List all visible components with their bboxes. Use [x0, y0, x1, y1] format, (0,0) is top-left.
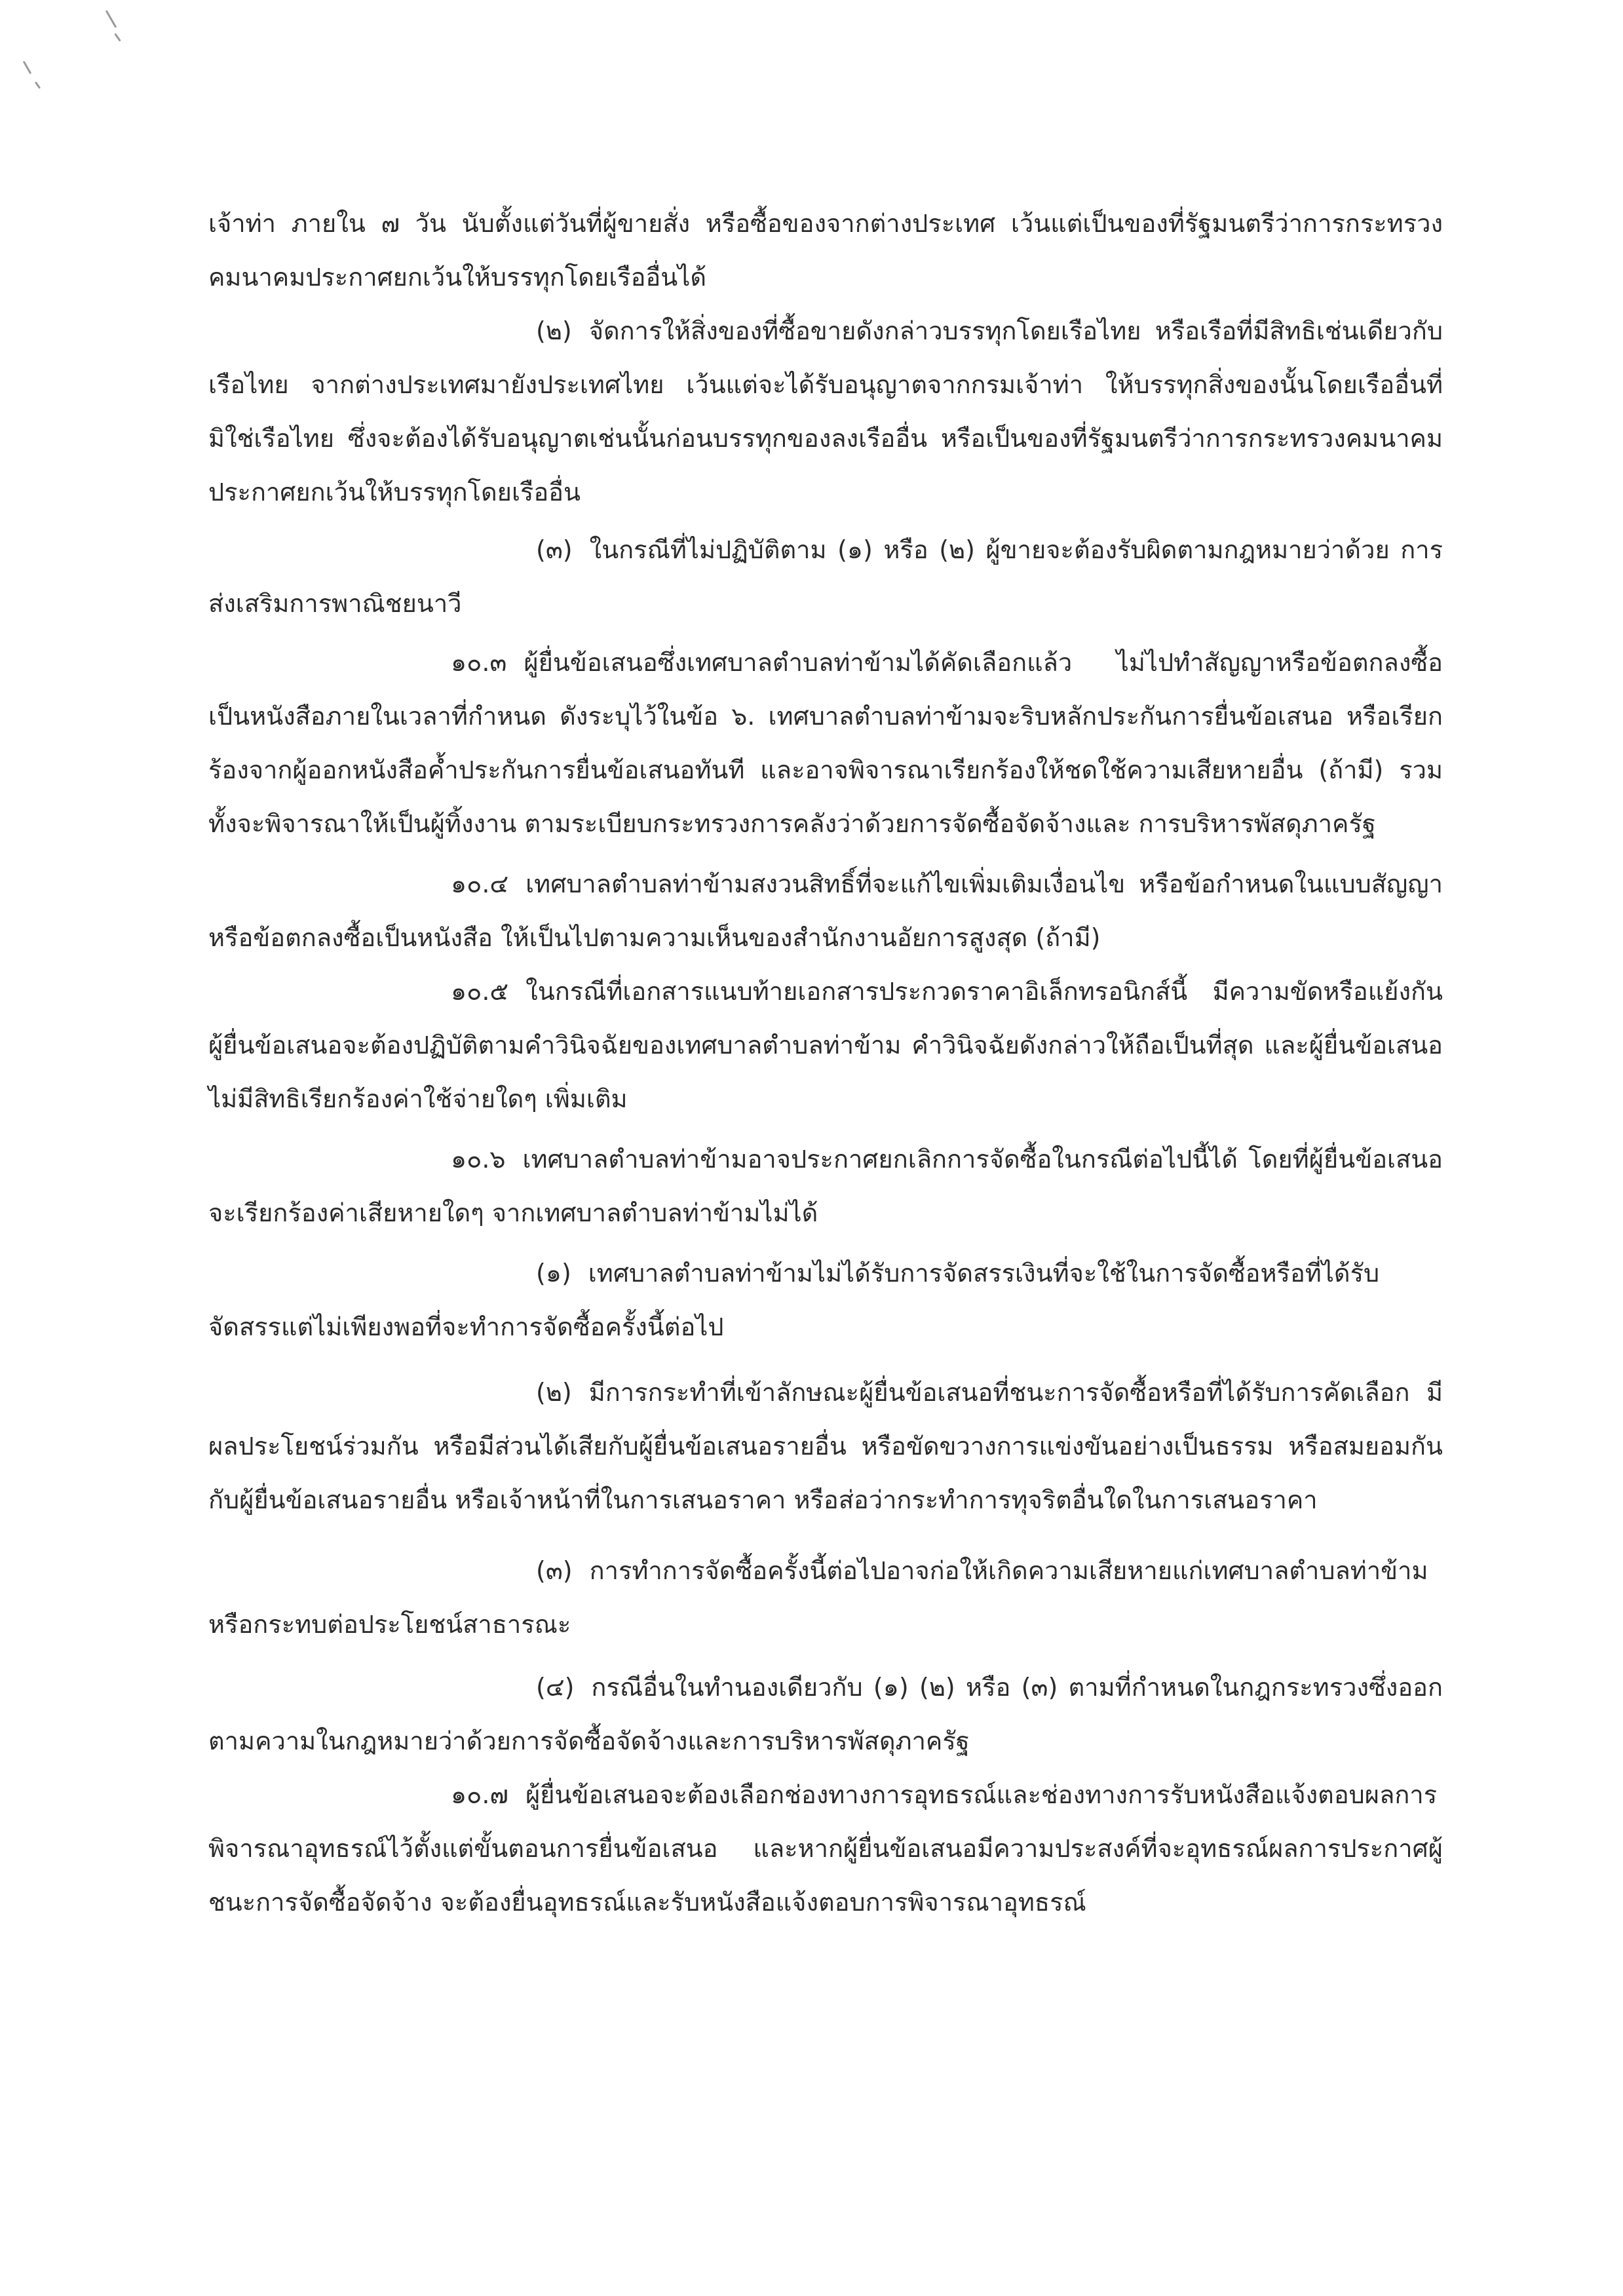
paragraph-text: จัดการให้สิ่งของที่ซื้อขายดังกล่าวบรรทุกโดยเรือไทย หรือเรือที่มีสิทธิเช่นเดียวกับเรือไทย จากต่างประเทศมายังประเทศไทย เว้นแต่จะได้รับอนุญาตจากกรมเจ้าท่า ให้บรรทุกสิ่งของนั้นโดยเรืออื่นที่มิใช่เรือไทย ซึ่งจะต้องได้รับอนุญาตเช่นนั้นก่อนบรรทุกของลงเรืออื่น หรือเป็นของที่รัฐมนตรีว่าการกระทรวงคมนาคมประกาศยกเว้นให้บรรทุกโดยเรืออื่น: [208, 316, 1443, 507]
paragraph-p11: [208, 1768, 1443, 1929]
paragraph-p8: [208, 1366, 1443, 1527]
scan-artifact: [35, 81, 41, 89]
paragraph-p4: [208, 857, 1443, 965]
paragraph-text: เทศบาลตำบลท่าข้ามไม่ได้รับการจัดสรรเงินที่จะใช้ในการจัดซื้อหรือที่ได้รับจัดสรรแต่ไม่เพียงพอที่จะทำการจัดซื้อครั้งนี้ต่อไป: [208, 1259, 1380, 1341]
paragraph-number: ๑๐.๕: [451, 977, 509, 1006]
paragraph-text: ผู้ยื่นข้อเสนอซึ่งเทศบาลตำบลท่าข้ามได้คัดเลือกแล้ว ไม่ไปทำสัญญาหรือข้อตกลงซื้อ เป็นหนังสือภายในเวลาที่กำหนด ดังระบุไว้ในข้อ ๖. เทศบาลตำบลท่าข้ามจะริบหลักประกันการยื่นข้อเสนอ หรือเรียกร้องจากผู้ออกหนังสือค้ำประกันการยื่นข้อเสนอทันที และอาจพิจารณาเรียกร้องให้ชดใช้ความเสียหายอื่น (ถ้ามี) รวมทั้งจะพิจารณาให้เป็นผู้ทิ้งงาน ตามระเบียบกระทรวงการคลังว่าด้วยการจัดซื้อจัดจ้างและ การบริหารพัสดุภาครัฐ: [208, 648, 1443, 838]
paragraph-p2: [208, 523, 1443, 630]
paragraph-p0: [208, 197, 1443, 304]
paragraph-number: (๓): [536, 535, 573, 564]
paragraph-text: ผู้ยื่นข้อเสนอจะต้องเลือกช่องทางการอุทธรณ์และช่องทางการรับหนังสือแจ้งตอบผลการพิจารณาอุทธรณ์ไว้ตั้งแต่ขั้นตอนการยื่นข้อเสนอ และหากผู้ยื่นข้อเสนอมีความประสงค์ที่จะอุทธรณ์ผลการประกาศผู้ชนะการจัดซื้อจัดจ้าง จะต้องยื่นอุทธรณ์และรับหนังสือแจ้งตอบการพิจารณาอุทธรณ์: [208, 1780, 1443, 1917]
paragraph-number: ๑๐.๗: [451, 1780, 508, 1809]
paragraph-number: ๑๐.๖: [451, 1145, 506, 1174]
paragraph-text: การทำการจัดซื้อครั้งนี้ต่อไปอาจก่อให้เกิดความเสียหายแก่เทศบาลตำบลท่าข้าม หรือกระทบต่อประโยชน์สาธารณะ: [208, 1556, 1428, 1639]
scan-artifact: [23, 61, 32, 75]
paragraph-number: (๒): [536, 316, 572, 345]
scan-artifact: [114, 33, 121, 41]
paragraph-number: (๓): [536, 1556, 573, 1585]
paragraph-text: ในกรณีที่ไม่ปฏิบัติตาม (๑) หรือ (๒) ผู้ขายจะต้องรับผิดตามกฎหมายว่าด้วย การส่งเสริมการพาณิชยนาวี: [208, 535, 1443, 618]
paragraph-number: ๑๐.๔: [451, 870, 509, 898]
paragraph-number: (๑): [536, 1259, 571, 1288]
scan-artifact: [105, 10, 117, 28]
paragraph-text: กรณีอื่นในทำนองเดียวกับ (๑) (๒) หรือ (๓) ตามที่กำหนดในกฎกระทรวงซึ่งออกตามความในกฎหมายว่าด้วยการจัดซื้อจัดจ้างและการบริหารพัสดุภาครัฐ: [208, 1673, 1443, 1755]
paragraph-p9: [208, 1544, 1443, 1651]
paragraph-text: เจ้าท่า ภายใน ๗ วัน นับตั้งแต่วันที่ผู้ขายสั่ง หรือซื้อของจากต่างประเทศ เว้นแต่เป็นของที่รัฐมนตรีว่าการกระทรวงคมนาคมประกาศยกเว้นให้บรรทุกโดยเรืออื่นได้: [208, 209, 1443, 292]
paragraph-p5: [208, 965, 1443, 1126]
paragraph-text: ในกรณีที่เอกสารแนบท้ายเอกสารประกวดราคาอิเล็กทรอนิกส์นี้ มีความขัดหรือแย้งกัน ผู้ยื่นข้อเสนอจะต้องปฏิบัติตามคำวินิจฉัยของเทศบาลตำบลท่าข้าม คำวินิจฉัยดังกล่าวให้ถือเป็นที่สุด และผู้ยื่นข้อเสนอไม่มีสิทธิเรียกร้องค่าใช้จ่ายใดๆ เพิ่มเติม: [208, 977, 1443, 1113]
paragraph-p1: [208, 304, 1443, 519]
paragraph-p3: [208, 636, 1443, 851]
paragraph-number: (๒): [536, 1378, 572, 1407]
paragraph-number: ๑๐.๓: [451, 648, 507, 677]
paragraph-text: เทศบาลตำบลท่าข้ามสงวนสิทธิ์ที่จะแก้ไขเพิ่มเติมเงื่อนไข หรือข้อกำหนดในแบบสัญญาหรือข้อตกลงซื้อเป็นหนังสือ ให้เป็นไปตามความเห็นของสำนักงานอัยการสูงสุด (ถ้ามี): [208, 870, 1443, 952]
paragraph-text: มีการกระทำที่เข้าลักษณะผู้ยื่นข้อเสนอที่ชนะการจัดซื้อหรือที่ได้รับการคัดเลือก มีผลประโยชน์ร่วมกัน หรือมีส่วนได้เสียกับผู้ยื่นข้อเสนอรายอื่น หรือขัดขวางการแข่งขันอย่างเป็นธรรม หรือสมยอมกันกับผู้ยื่นข้อเสนอรายอื่น หรือเจ้าหน้าที่ในการเสนอราคา หรือส่อว่ากระทำการทุจริตอื่นใดในการเสนอราคา: [208, 1378, 1443, 1514]
paragraph-number: (๔): [536, 1673, 575, 1702]
paragraph-p7: [208, 1246, 1443, 1354]
paragraph-text: เทศบาลตำบลท่าข้ามอาจประกาศยกเลิกการจัดซื้อในกรณีต่อไปนี้ได้ โดยที่ผู้ยื่นข้อเสนอ จะเรียกร้องค่าเสียหายใดๆ จากเทศบาลตำบลท่าข้ามไม่ได้: [208, 1145, 1443, 1227]
document-body: [208, 197, 1443, 1929]
paragraph-p10: [208, 1660, 1443, 1768]
paragraph-p6: [208, 1132, 1443, 1240]
